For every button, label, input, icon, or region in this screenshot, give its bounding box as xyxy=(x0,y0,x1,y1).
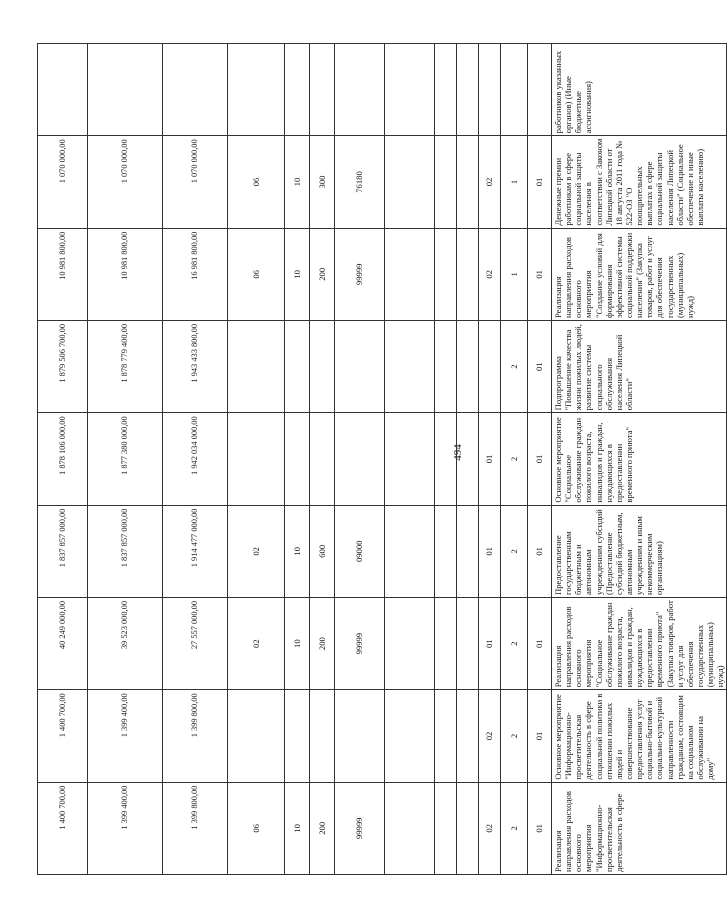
code-cell xyxy=(310,690,335,782)
code-cell: 1 xyxy=(501,228,528,320)
amount-cell: 16 981 800,00 xyxy=(163,228,228,320)
code-cell xyxy=(228,413,285,505)
table-row xyxy=(435,44,457,875)
table-row xyxy=(479,44,501,875)
amount-cell: 1 399 400,00 xyxy=(88,782,163,874)
code-cell: 2 xyxy=(501,413,528,505)
code-cell xyxy=(385,597,435,689)
code-cell: 06 xyxy=(228,136,285,228)
amount-cell: 1 877 380 000,00 xyxy=(88,413,163,505)
code-cell xyxy=(435,690,457,782)
code-cell xyxy=(435,44,457,136)
code-cell: 2 xyxy=(501,597,528,689)
code-cell: 2 xyxy=(501,505,528,597)
code-cell: 10 xyxy=(285,782,310,874)
code-cell: 10 xyxy=(285,597,310,689)
code-cell: 02 xyxy=(479,690,501,782)
code-cell: 09000 xyxy=(335,505,385,597)
amount-cell: 1 837 857 000,00 xyxy=(38,505,88,597)
table-row xyxy=(501,44,528,875)
amount-cell: 1 400 700,00 xyxy=(38,690,88,782)
code-cell xyxy=(285,44,310,136)
code-cell: 200 xyxy=(310,597,335,689)
code-cell: 01 xyxy=(479,597,501,689)
code-cell xyxy=(335,413,385,505)
code-cell: 10 xyxy=(285,505,310,597)
code-cell: 200 xyxy=(310,228,335,320)
code-cell xyxy=(310,44,335,136)
code-cell xyxy=(385,505,435,597)
code-cell xyxy=(335,690,385,782)
code-cell: 06 xyxy=(228,228,285,320)
table-row xyxy=(285,44,310,875)
code-cell: 2 xyxy=(501,690,528,782)
code-cell xyxy=(385,690,435,782)
code-cell: 06 xyxy=(228,782,285,874)
code-cell xyxy=(435,505,457,597)
page-number: 494 xyxy=(452,444,464,461)
description-cell: Реализация направления расходов основного мероприятия "Создание условий для формирования эффективной системы социальной поддержки населения" (Закупка товаров, работ и услуг для обеспечения государственных (муниципальных) нужд) xyxy=(552,228,727,320)
amount-cell: 1 399 800,00 xyxy=(163,690,228,782)
amount-cell: 1 399 400,00 xyxy=(88,690,163,782)
description-cell: Основное мероприятие "Информационно-просветительская деятельность в сфере социальной политики в отношении пожилых людей и совершенствование предоставления услуг социально-бытовой и социально-культурной направленности гражданам, состоящим на социальном обслуживании на дому" xyxy=(552,690,727,782)
code-cell xyxy=(435,413,457,505)
table-row xyxy=(335,44,385,875)
code-cell: 01 xyxy=(528,597,552,689)
table-row xyxy=(88,44,163,875)
code-cell xyxy=(457,44,479,136)
amount-cell: 1 914 477 000,00 xyxy=(163,505,228,597)
code-cell: 10 xyxy=(285,136,310,228)
table-row xyxy=(552,44,727,875)
amount-cell: 1 878 779 400,00 xyxy=(88,320,163,412)
description-cell: Подпрограмма "Повышение качества жизни пожилых людей, развитие системы социального обслуживания населения Липецкой области" xyxy=(552,320,727,412)
code-cell xyxy=(457,413,479,505)
table-row xyxy=(38,44,88,875)
amount-cell: 1 837 857 000,00 xyxy=(88,505,163,597)
code-cell xyxy=(435,228,457,320)
description-cell: Реализация направления расходов основного мероприятия "Информационно-просветительская деятельность в сфере xyxy=(552,782,727,874)
code-cell: 01 xyxy=(528,505,552,597)
code-cell xyxy=(501,44,528,136)
code-cell: 300 xyxy=(310,136,335,228)
code-cell xyxy=(435,597,457,689)
code-cell xyxy=(435,782,457,874)
amount-cell: 39 523 000,00 xyxy=(88,597,163,689)
code-cell xyxy=(228,44,285,136)
code-cell xyxy=(228,320,285,412)
code-cell: 01 xyxy=(528,413,552,505)
amount-cell: 1 942 034 000,00 xyxy=(163,413,228,505)
code-cell: 01 xyxy=(479,413,501,505)
code-cell xyxy=(385,228,435,320)
budget-table xyxy=(37,43,727,875)
description-cell: Реализация направления расходов основного мероприятия "Социальное обслуживание граждан пожилого возраста, инвалидов и граждан, нуждающихся в предоставлении временного приюта" (Закупка товаров, работ и услуг для обеспечения государственных (муниципальных) нужд) xyxy=(552,597,727,689)
amount-cell: 1 879 506 700,00 xyxy=(38,320,88,412)
code-cell: 10 xyxy=(285,228,310,320)
code-cell: 01 xyxy=(528,782,552,874)
amount-cell: 1 070 000,00 xyxy=(88,136,163,228)
amount-cell: 1 399 800,00 xyxy=(163,782,228,874)
code-cell xyxy=(385,44,435,136)
code-cell xyxy=(457,690,479,782)
code-cell xyxy=(285,320,310,412)
code-cell xyxy=(385,782,435,874)
code-cell xyxy=(228,690,285,782)
code-cell: 02 xyxy=(479,136,501,228)
table-row xyxy=(457,44,479,875)
code-cell xyxy=(435,136,457,228)
description-cell: Предоставление государственным бюджетным и автономным учреждениям субсидий (Предоставление субсидий бюджетным, автономным учреждениям и иным некоммерческим организациям) xyxy=(552,505,727,597)
amount-cell xyxy=(163,44,228,136)
code-cell xyxy=(457,320,479,412)
amount-cell: 1 878 106 000,00 xyxy=(38,413,88,505)
amount-cell xyxy=(38,44,88,136)
code-cell xyxy=(457,228,479,320)
code-cell: 99999 xyxy=(335,228,385,320)
amount-cell: 1 070 000,00 xyxy=(38,136,88,228)
amount-cell: 1 400 700,00 xyxy=(38,782,88,874)
code-cell xyxy=(457,136,479,228)
code-cell xyxy=(479,44,501,136)
code-cell: 02 xyxy=(228,505,285,597)
table-row xyxy=(385,44,435,875)
code-cell: 01 xyxy=(528,320,552,412)
code-cell xyxy=(457,597,479,689)
code-cell xyxy=(335,320,385,412)
amount-cell: 10 981 800,00 xyxy=(88,228,163,320)
amount-cell: 1 070 000,00 xyxy=(163,136,228,228)
code-cell xyxy=(457,505,479,597)
table-row xyxy=(163,44,228,875)
code-cell xyxy=(528,44,552,136)
code-cell xyxy=(310,320,335,412)
amount-cell: 27 557 000,00 xyxy=(163,597,228,689)
code-cell xyxy=(335,44,385,136)
description-cell: Денежные премии работникам в сфере социальной защиты населения в соответствии с Законом Липецкой области от 18 августа 2011 года № 522-ОЗ "О поощрительных выплатах в сфере социальной защиты населения Липецкой области" (Социальное обеспечение и иные выплаты населению) xyxy=(552,136,727,228)
code-cell xyxy=(479,320,501,412)
code-cell xyxy=(385,320,435,412)
amount-cell: 1 943 433 800,00 xyxy=(163,320,228,412)
code-cell: 02 xyxy=(479,782,501,874)
code-cell xyxy=(385,136,435,228)
table-row xyxy=(228,44,285,875)
code-cell xyxy=(457,782,479,874)
table-row xyxy=(310,44,335,875)
description-cell: Основное мероприятие "Социальное обслуживание граждан пожилого возраста, инвалидов и граждан, нуждающихся в предоставлении временного приюта" xyxy=(552,413,727,505)
code-cell xyxy=(435,320,457,412)
code-cell: 01 xyxy=(528,228,552,320)
code-cell: 01 xyxy=(528,690,552,782)
code-cell xyxy=(385,413,435,505)
code-cell xyxy=(310,413,335,505)
code-cell: 99999 xyxy=(335,597,385,689)
amount-cell xyxy=(88,44,163,136)
table-row xyxy=(528,44,552,875)
code-cell xyxy=(285,690,310,782)
code-cell: 02 xyxy=(479,228,501,320)
amount-cell: 40 249 000,00 xyxy=(38,597,88,689)
code-cell: 2 xyxy=(501,320,528,412)
code-cell xyxy=(285,413,310,505)
code-cell: 1 xyxy=(501,136,528,228)
code-cell: 76180 xyxy=(335,136,385,228)
code-cell: 01 xyxy=(528,136,552,228)
code-cell: 02 xyxy=(228,597,285,689)
description-cell: работников указанных органов) (Иные бюджетные ассигнования) xyxy=(552,44,727,136)
code-cell: 2 xyxy=(501,782,528,874)
code-cell: 600 xyxy=(310,505,335,597)
code-cell: 99999 xyxy=(335,782,385,874)
code-cell: 200 xyxy=(310,782,335,874)
amount-cell: 10 981 800,00 xyxy=(38,228,88,320)
code-cell: 01 xyxy=(479,505,501,597)
